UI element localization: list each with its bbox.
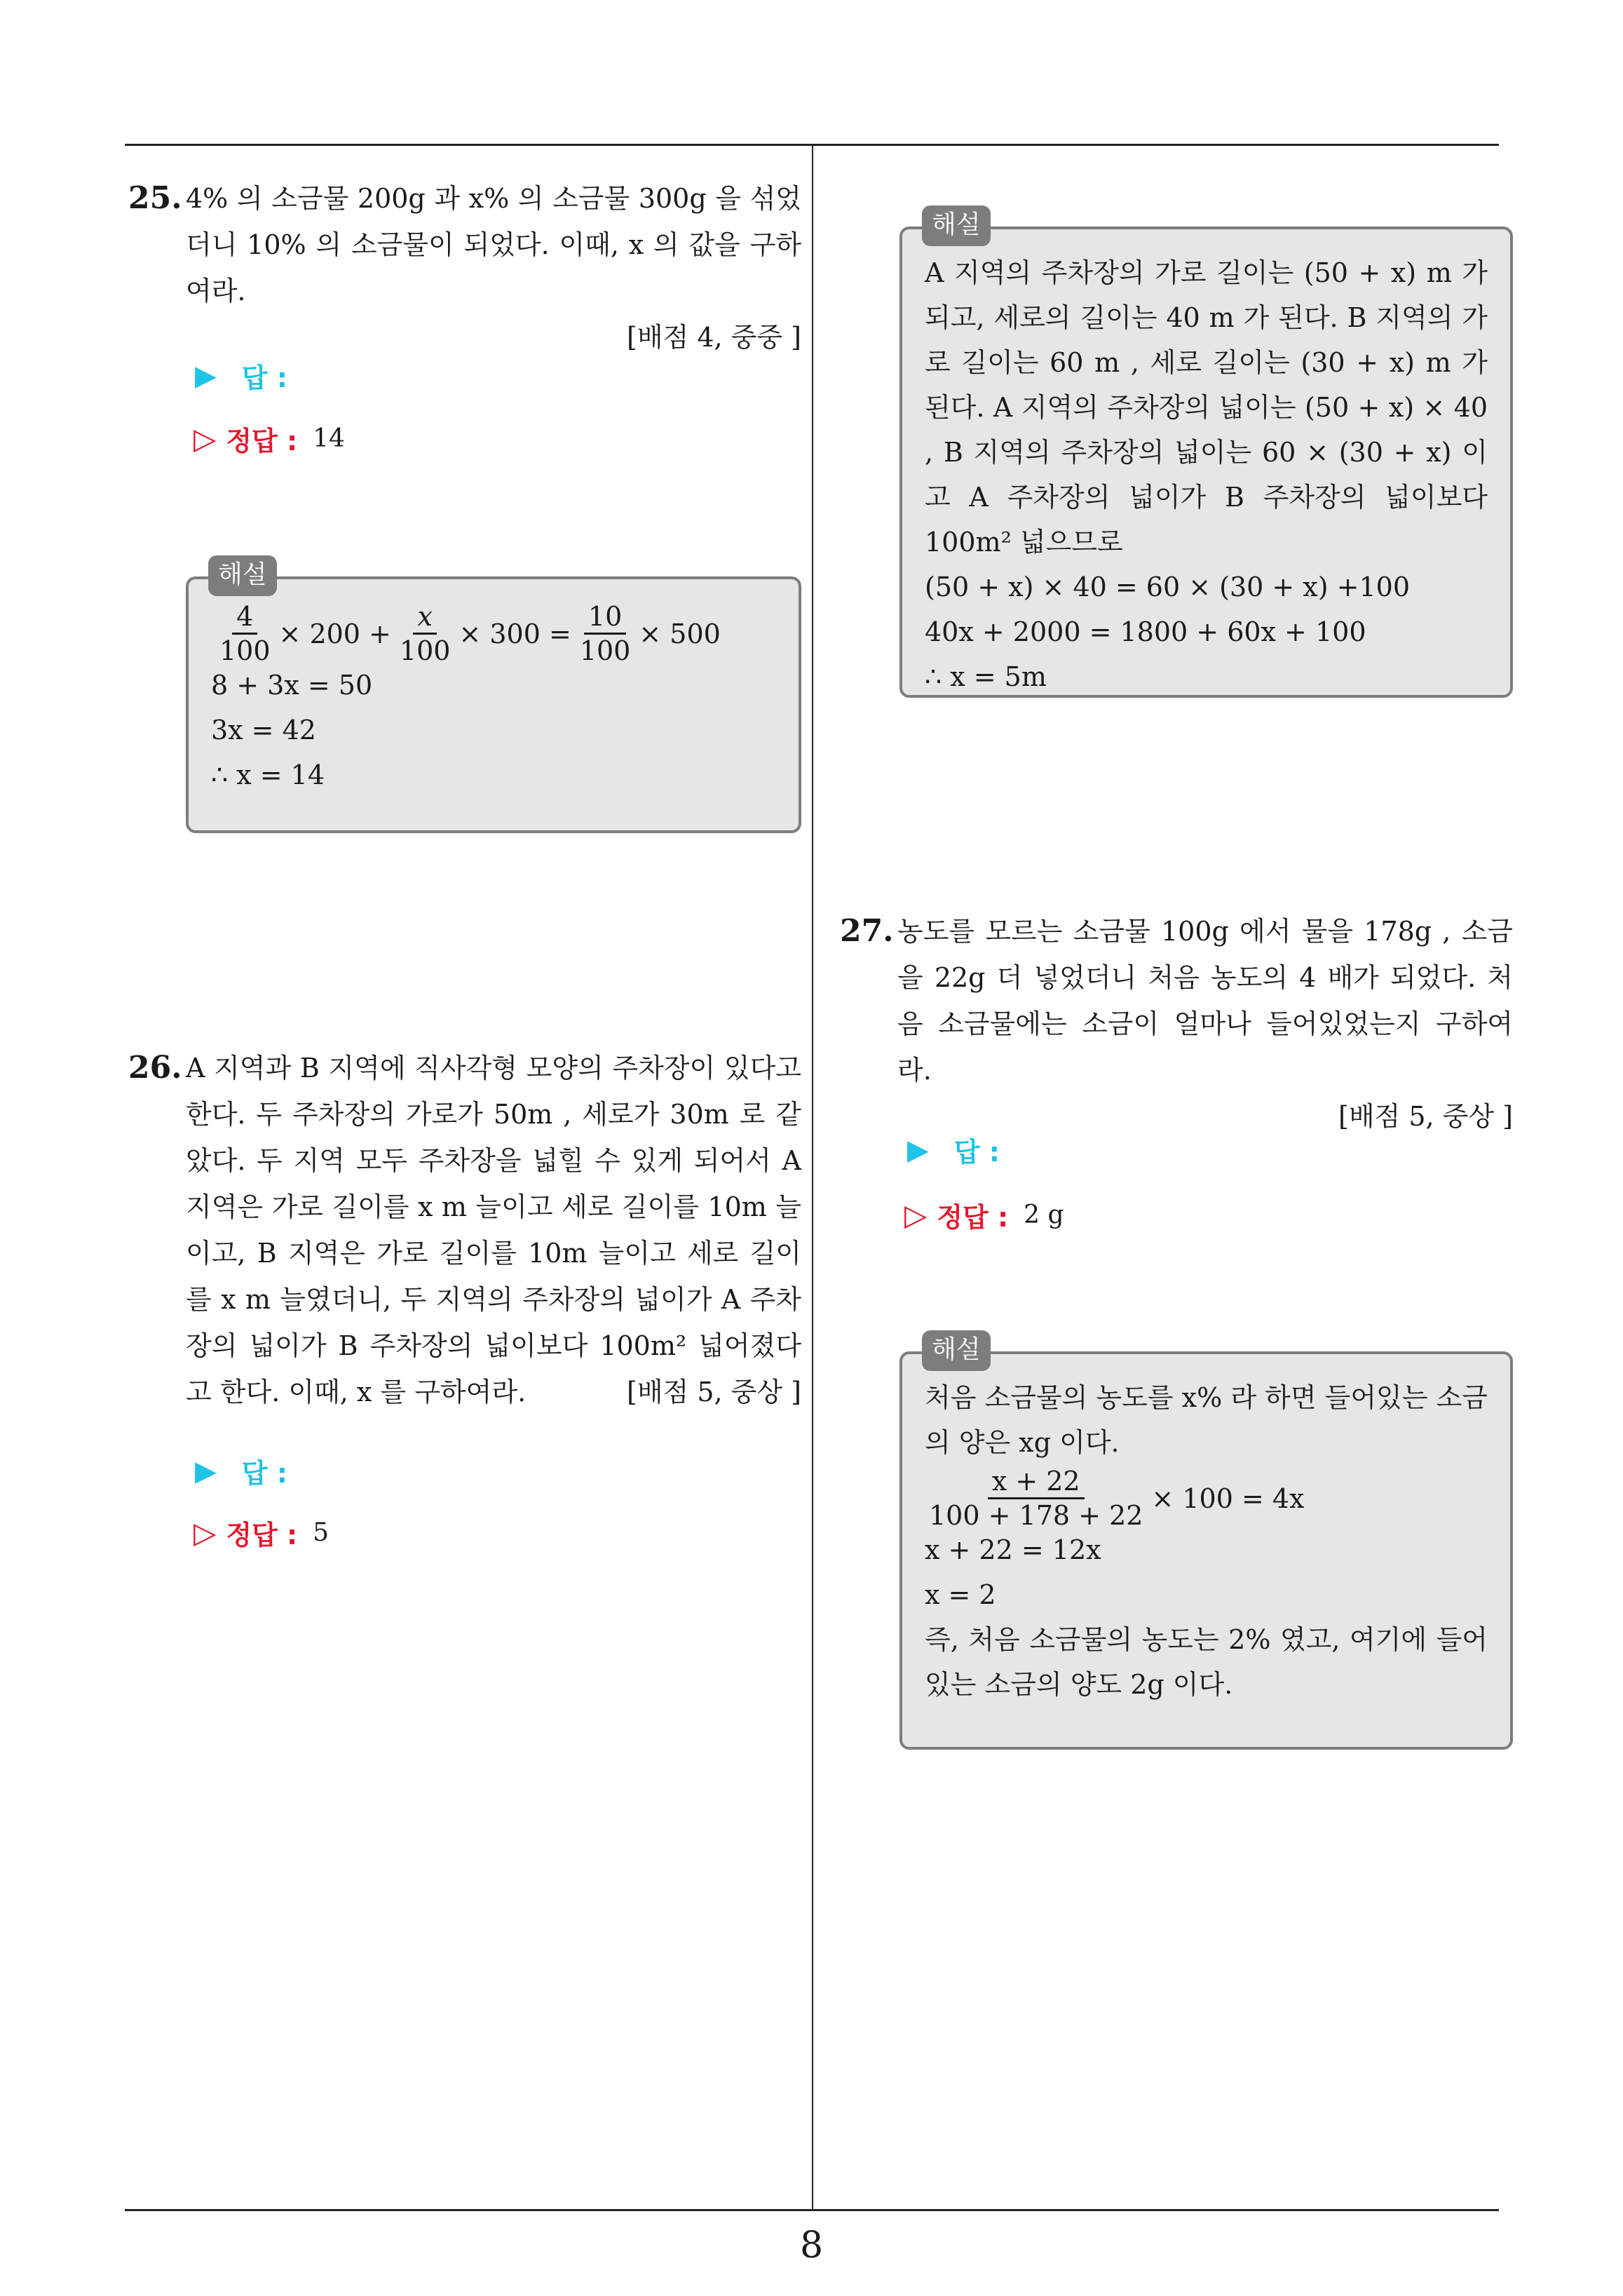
play-arrow-icon: ▶ xyxy=(907,1133,929,1166)
solution-tag: 해설 xyxy=(208,555,277,596)
problem-25 xyxy=(128,175,801,360)
fraction: $\frac{4}{100}$ xyxy=(219,601,271,666)
answer-label: 답 : xyxy=(241,1458,287,1489)
problem-score: [배점 5, 중상 ] xyxy=(627,1377,801,1407)
answer-row-27 xyxy=(907,1130,1000,1169)
solution-equation: $\frac{x + 22}{100 + 178 + 22}$ × 100 = 4x xyxy=(925,1465,1488,1532)
correct-value: 5 xyxy=(313,1518,330,1547)
problem-text: 농도를 모르는 소금물 100g 에서 물을 178g , 소금을 22g 더 넣었더니 처음 농도의 4 배가 되었다. 처음 소금물에는 소금이 얼마나 들어있었는지 구하여라. xyxy=(897,916,1513,1086)
problem-number: 27. xyxy=(840,913,894,949)
solution-box-25 xyxy=(186,560,801,833)
problem-score: [배점 5, 중상 ] xyxy=(1338,1101,1513,1132)
problem-text: A 지역과 B 지역에 직사각형 모양의 주차장이 있다고 한다. 두 주차장의 가로가 50m , 세로가 30m 로 같았다. 두 지역 모두 주차장을 넓힐 수 있게 되어서 A 지역은 가로 길이를 x m 늘이고 세로 길이를 10m 늘이고, B 지역은 가로 길이를 10m 늘이고 세로 길이를 x m 늘였더니, 두 지역의 주차장의 넓이가 A 주차장의 넓이가 B 주차장의 넓이보다 100m² 넓어졌다고 한다. 이때, x 를 구하여라. xyxy=(186,1053,801,1407)
problem-number: 26. xyxy=(128,1050,182,1086)
correct-answer-row-27 xyxy=(904,1196,1064,1234)
solution-line: 8 + 3x = 50 xyxy=(211,670,373,701)
answer-row-25 xyxy=(195,356,287,395)
fraction: $\frac{x + 22}{100 + 178 + 22}$ xyxy=(929,1466,1143,1531)
problem-26 xyxy=(128,1045,801,1415)
correct-answer-row-25 xyxy=(193,419,345,458)
column-divider xyxy=(812,144,813,2210)
open-arrow-icon: ▷ xyxy=(904,1198,928,1232)
open-arrow-icon: ▷ xyxy=(193,1515,217,1550)
problem-score: [배점 4, 중중 ] xyxy=(627,322,801,353)
answer-row-26 xyxy=(195,1452,287,1490)
solution-line: 40x + 2000 = 1800 + 60x + 100 xyxy=(925,616,1366,647)
solution-intro: 처음 소금물의 농도를 x% 라 하면 들어있는 소금의 양은 xg 이다. xyxy=(925,1382,1488,1458)
bottom-rule xyxy=(125,2209,1499,2211)
solution-line: 3x = 42 xyxy=(211,715,316,745)
solution-tag: 해설 xyxy=(922,205,991,246)
solution-line: x = 2 xyxy=(925,1579,996,1610)
correct-label: 정답 : xyxy=(226,426,298,457)
problem-27 xyxy=(840,908,1513,1140)
problem-text: 4% 의 소금물 200g 과 x% 의 소금물 300g 을 섞었더니 10% 의 소금물이 되었다. 이때, x 의 값을 구하여라. xyxy=(186,183,801,306)
fraction: $\frac{10}{100}$ xyxy=(579,601,631,666)
fraction: $\frac{x}{100}$ xyxy=(399,601,451,666)
answer-label: 답 : xyxy=(241,363,287,393)
solution-line: ∴ x = 14 xyxy=(211,759,325,790)
correct-answer-row-26 xyxy=(193,1513,329,1552)
solution-tag: 해설 xyxy=(922,1330,991,1371)
solution-box-26 xyxy=(899,210,1513,698)
problem-number: 25. xyxy=(128,180,182,216)
solution-line: (50 + x) × 40 = 60 × (30 + x) +100 xyxy=(925,572,1411,602)
correct-value: 14 xyxy=(313,424,345,453)
play-arrow-icon: ▶ xyxy=(195,1454,217,1487)
solution-line: ∴ x = 5m xyxy=(925,661,1047,692)
solution-line: x + 22 = 12x xyxy=(925,1534,1101,1565)
open-arrow-icon: ▷ xyxy=(193,421,217,456)
correct-label: 정답 : xyxy=(226,1520,298,1551)
correct-label: 정답 : xyxy=(937,1202,1009,1233)
solution-box-27 xyxy=(899,1335,1513,1750)
solution-equation: $\frac{4}{100}$ × 200 + $\frac{x}{100}$ × 300 = $\frac{10}{100}$ × 500 xyxy=(211,600,776,667)
solution-line: 즉, 처음 소금물의 농도는 2% 였고, 여기에 들어있는 소금의 양도 2g 이다. xyxy=(925,1624,1488,1700)
play-arrow-icon: ▶ xyxy=(195,359,217,392)
solution-line: A 지역의 주차장의 가로 길이는 (50 + x) m 가 되고, 세로의 길이는 40 m 가 된다. B 지역의 가로 길이는 60 m , 세로 길이는 (30 + x) m 가 된다. A 지역의 주차장의 넓이는 (50 + x) × 40 , B 지역의 주차장의 넓이는 60 × (30 + x) 이고 A 주차장의 넓이가 B 주차장의 넓이보다 100m² 넓으므로 xyxy=(925,257,1488,558)
correct-value: 2 g xyxy=(1024,1201,1064,1229)
answer-label: 답 : xyxy=(953,1137,1000,1168)
page-number: 8 xyxy=(799,2224,824,2267)
